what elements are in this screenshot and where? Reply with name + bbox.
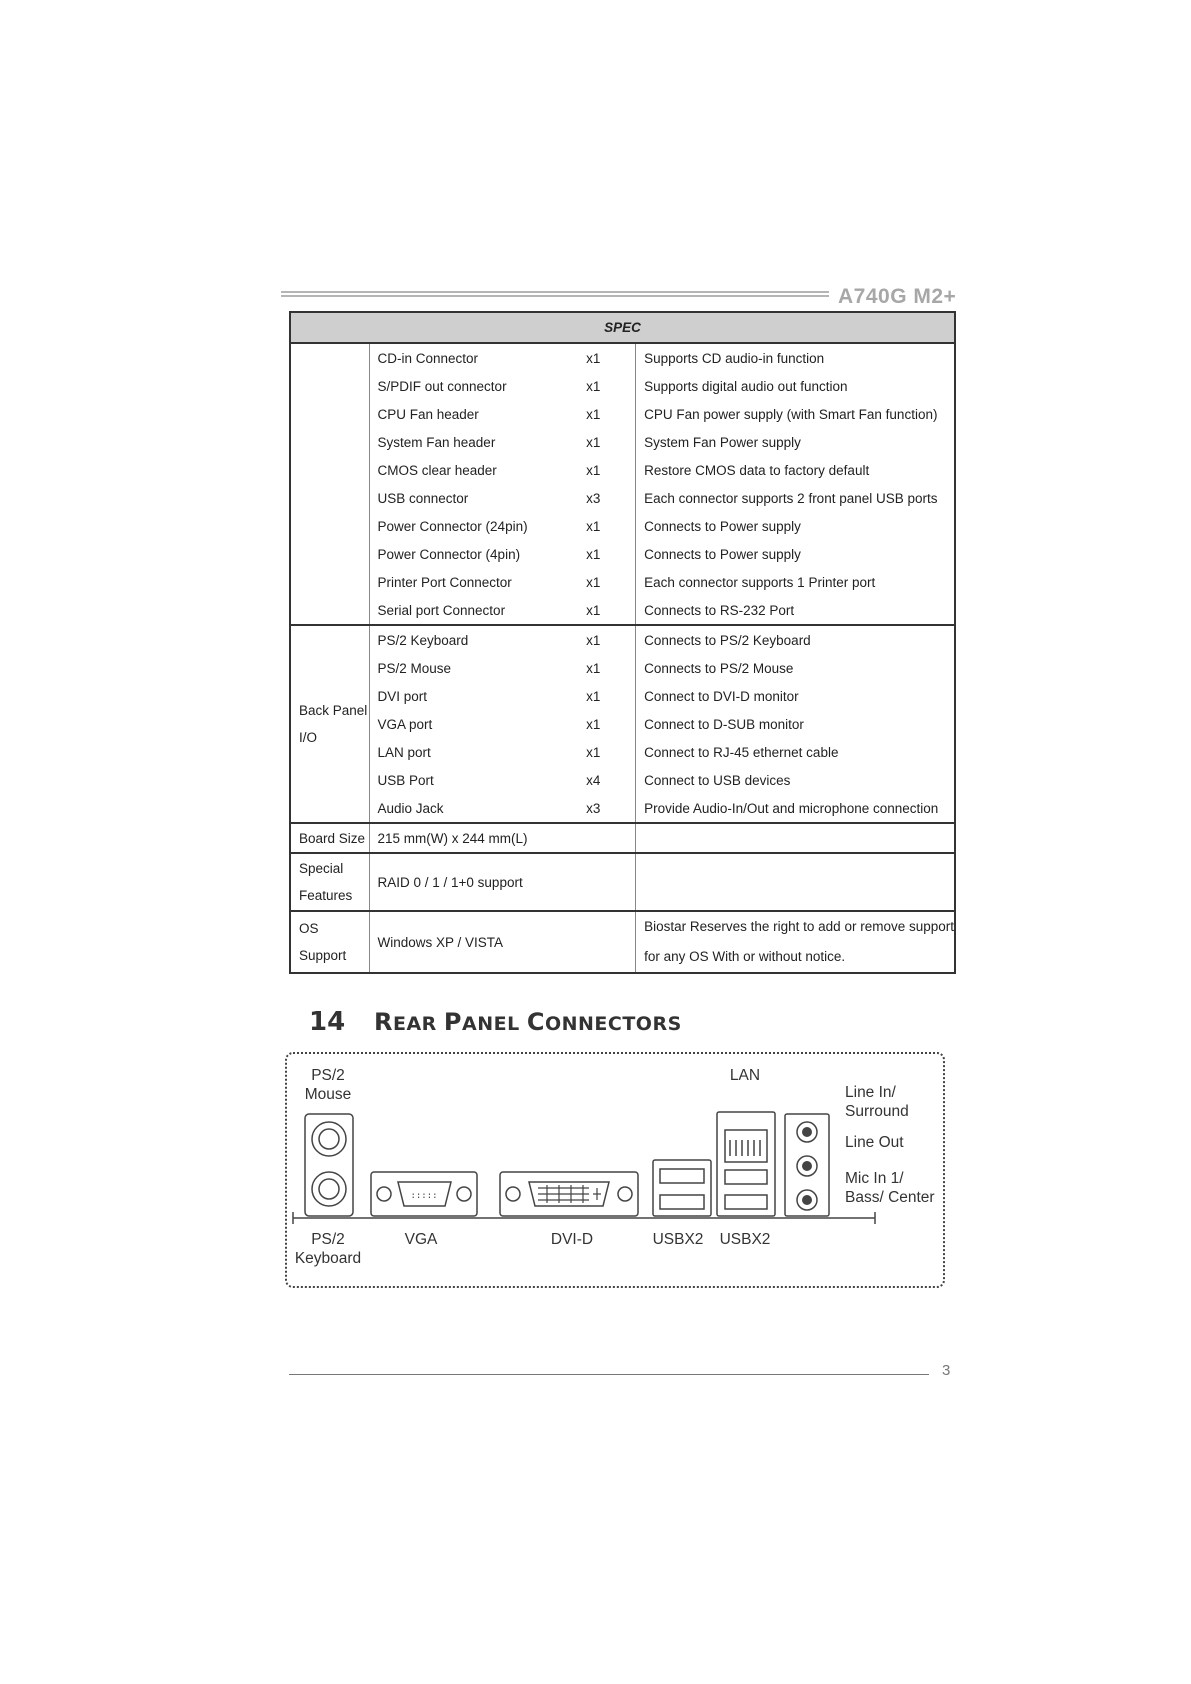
qty-cell: x1 [586,738,635,766]
desc-cell [636,853,955,911]
table-row [290,682,955,710]
qty-cell: x3 [586,794,635,823]
qty-cell: x1 [586,343,635,372]
usb-port-icon [653,1160,711,1216]
header-rule [281,291,829,301]
desc-cell: Supports digital audio out function [636,372,955,400]
table-row [290,400,955,428]
category-cell: Special Features [290,853,369,911]
desc-cell: Each connector supports 2 front panel USB ports [636,484,955,512]
ps2-port-icon [305,1114,353,1216]
section-heading [309,1007,682,1037]
table-row [290,568,955,596]
item-cell: USB Port [377,772,434,788]
section-title [374,1008,682,1036]
label-lan: LAN [729,1067,761,1084]
qty-cell: x1 [586,400,635,428]
audio-jack-icon [785,1114,829,1216]
qty-cell: x4 [586,766,635,794]
label-ps2-keyboard: PS/2 Keyboard [294,1231,362,1267]
item-cell: System Fan header [377,434,496,450]
title-part: EAR [392,1013,444,1035]
desc-cell: Connects to PS/2 Mouse [636,654,955,682]
item-cell: Audio Jack [377,800,444,816]
item-cell: PS/2 Mouse [377,660,452,676]
qty-cell: x1 [586,596,635,625]
model-name: A740G M2+ [838,285,957,308]
title-part: P [443,1008,463,1036]
desc-cell: Connect to USB devices [636,766,955,794]
label-usb-1: USBX2 [652,1231,704,1248]
spec-title: SPEC [290,312,955,343]
footer-rule [289,1374,929,1375]
section-number: 14 [309,1007,346,1037]
table-row [290,372,955,400]
desc-cell: CPU Fan power supply (with Smart Fan function) [636,400,955,428]
table-row [290,540,955,568]
desc-cell: Connects to Power supply [636,512,955,540]
desc-cell: Connect to RJ-45 ethernet cable [636,738,955,766]
desc-cell: Supports CD audio-in function [636,343,955,372]
label-mic-in: Mic In 1/ Bass/ Center [845,1170,935,1206]
item-cell: S/PDIF out connector [377,378,507,394]
label-line-in: Line In/ Surround [845,1084,909,1120]
title-part: C [526,1008,545,1036]
category-cell [290,343,369,625]
category-cell: Back Panel I/O [290,625,369,823]
desc-cell: Connect to D-SUB monitor [636,710,955,738]
qty-cell: x1 [586,540,635,568]
title-part: R [374,1008,393,1036]
qty-cell: x1 [586,428,635,456]
desc-cell [636,911,955,973]
qty-cell: x1 [586,682,635,710]
table-row [290,484,955,512]
title-part: ANEL [462,1013,527,1035]
qty-cell: x1 [586,512,635,540]
item-cell: CMOS clear header [377,462,497,478]
desc-cell: Connect to DVI-D monitor [636,682,955,710]
desc-cell: Connects to Power supply [636,540,955,568]
category-cell: Board Size [290,823,369,853]
desc-cell: System Fan Power supply [636,428,955,456]
item-cell: LAN port [377,744,431,760]
value-cell: 215 mm(W) x 244 mm(L) [369,823,636,853]
desc-cell [636,823,955,853]
qty-cell: x1 [586,710,635,738]
table-row [290,853,955,911]
desc-cell: Restore CMOS data to factory default [636,456,955,484]
table-row [290,794,955,823]
item-cell: VGA port [377,716,433,732]
lan-port-icon [717,1112,775,1216]
table-row [290,823,955,853]
item-cell: Power Connector (24pin) [377,518,528,534]
qty-cell: x1 [586,372,635,400]
svg-text::::::: ::::: [410,1191,438,1201]
label-usb-2: USBX2 [719,1231,771,1248]
label-line-out: Line Out [845,1134,904,1151]
table-row [290,343,955,372]
qty-cell: x1 [586,654,635,682]
value-cell: Windows XP / VISTA [369,911,636,973]
qty-cell: x1 [586,456,635,484]
table-row [290,710,955,738]
vga-port-icon [371,1172,477,1216]
desc-cell: Provide Audio-In/Out and microphone connection [636,794,955,823]
desc-cell: Connects to PS/2 Keyboard [636,625,955,654]
label-vga: VGA [404,1231,438,1248]
item-cell: DVI port [377,688,428,704]
table-row [290,428,955,456]
table-row [290,654,955,682]
qty-cell: x3 [586,484,635,512]
desc-line: for any OS With or without notice. [644,949,846,964]
rear-panel-diagram [285,1052,945,1288]
dvi-port-icon [500,1172,638,1216]
page-number: 3 [942,1362,951,1379]
table-row [290,911,955,973]
qty-cell: x1 [586,625,635,654]
desc-cell: Each connector supports 1 Printer port [636,568,955,596]
item-cell: Printer Port Connector [377,574,512,590]
desc-cell: Connects to RS-232 Port [636,596,955,625]
table-row [290,512,955,540]
label-ps2-mouse: PS/2 Mouse [304,1067,352,1103]
item-cell: USB connector [377,490,469,506]
item-cell: PS/2 Keyboard [369,625,586,654]
value-cell: RAID 0 / 1 / 1+0 support [369,853,636,911]
item-cell: Serial port Connector [377,602,506,618]
category-cell: OS Support [290,911,369,973]
spec-table [289,311,956,974]
table-row [290,738,955,766]
item-cell: CPU Fan header [377,406,479,422]
desc-line: Biostar Reserves the right to add or remove support [644,919,954,934]
label-dvi-d: DVI-D [550,1231,594,1248]
table-row [290,456,955,484]
table-row [290,625,955,654]
table-row [290,596,955,625]
item-cell: CD-in Connector [369,343,586,372]
title-part: ONNECTORS [544,1013,682,1035]
table-row [290,766,955,794]
item-cell: Power Connector (4pin) [377,546,521,562]
qty-cell: x1 [586,568,635,596]
spec-title-row [290,312,955,343]
